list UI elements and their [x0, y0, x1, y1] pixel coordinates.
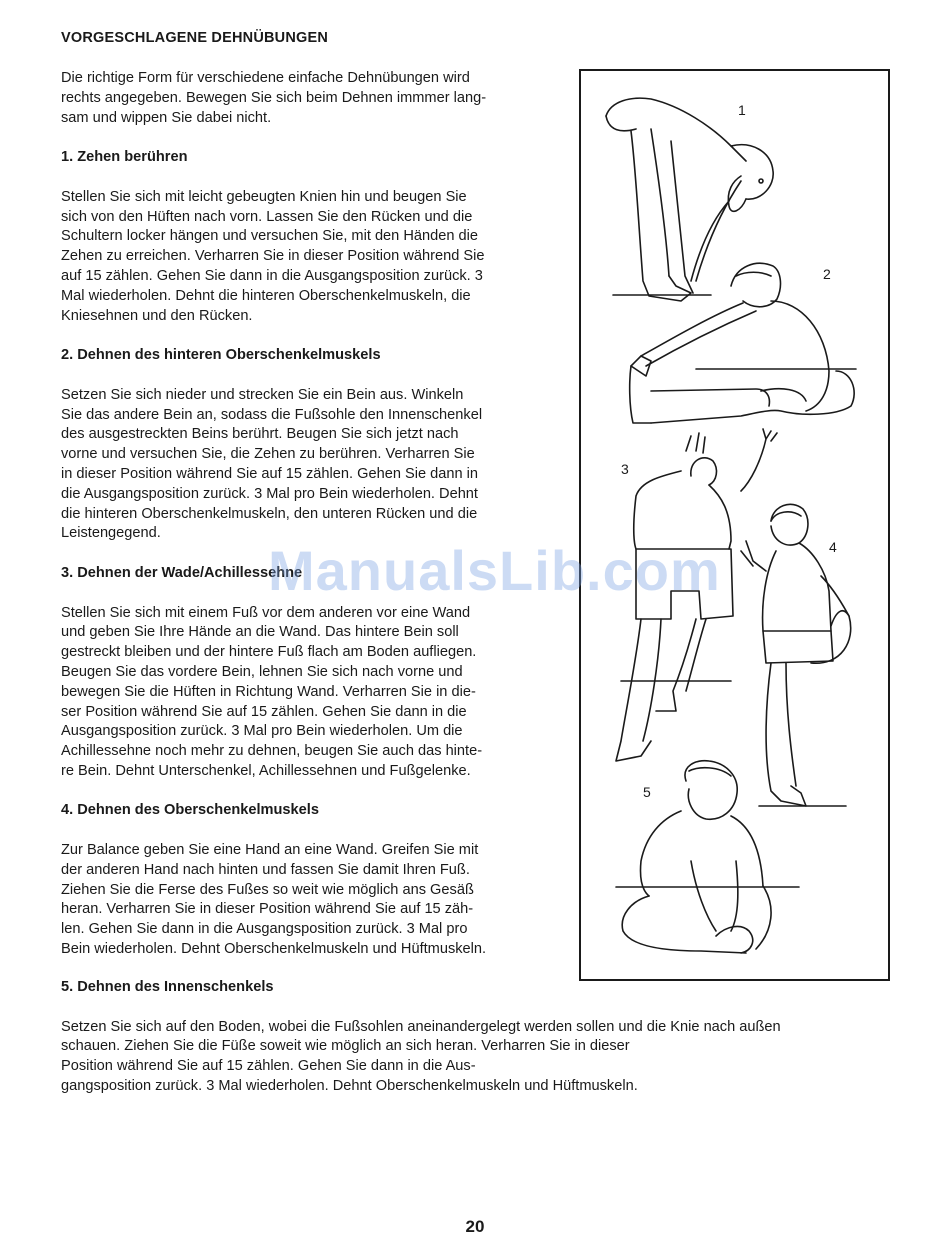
section-toe-touch — [61, 148, 549, 326]
text-column — [61, 28, 549, 960]
section-line: des ausgestreckten Beins berührt. Beugen Sie sich jetzt nach — [61, 426, 459, 443]
section-line: Beugen Sie das vordere Bein, lehnen Sie sich nach vorne und — [61, 663, 463, 680]
figure-seated-hamstring — [630, 263, 856, 423]
section-line: die hinteren Oberschenkelmuskeln, den unteren Rücken und die — [61, 505, 478, 522]
section-line: der anderen Hand nach hinten und fassen Sie damit Ihren Fuß. — [61, 861, 470, 878]
figure-toe-touch — [606, 98, 773, 301]
section-line: bewegen Sie die Hüften in Richtung Wand. Verharren Sie in die- — [61, 683, 476, 700]
section-title: 2. Dehnen des hinteren Oberschenkelmuskels — [61, 347, 381, 364]
figure-label-3: 3 — [621, 461, 629, 477]
section-line: Leistengegend. — [61, 525, 161, 542]
page-number: 20 — [465, 1217, 485, 1236]
section-line: schauen. Ziehen Sie die Füße soweit wie möglich an sich heran. Verharren Sie in dieser — [61, 1038, 630, 1055]
section-line: sich von den Hüften nach vorn. Lassen Sie den Rücken und die — [61, 208, 473, 225]
section-line: gangsposition zurück. 3 Mal wiederholen. Dehnt Oberschenkelmuskeln und Hüftmuskeln. — [61, 1077, 638, 1094]
section-line: gestreckt bleiben und der hintere Fuß flach am Boden aufliegen. — [61, 644, 477, 661]
figure-label-1: 1 — [738, 102, 746, 118]
section-inner-thigh — [61, 978, 901, 1097]
section-line: Bein wiederholen. Dehnt Oberschenkelmuskeln und Hüftmuskeln. — [61, 941, 487, 958]
intro-line: Die richtige Form für verschiedene einfache Dehnübungen wird — [61, 70, 470, 86]
section-line: Stellen Sie sich mit einem Fuß vor dem anderen vor eine Wand — [61, 604, 471, 621]
section-line: auf 15 zählen. Gehen Sie dann in die Ausgangsposition zurück. 3 — [61, 267, 483, 284]
figure-label-5: 5 — [643, 784, 651, 800]
section-line: Zehen zu erreichen. Verharren Sie in dieser Position während Sie — [61, 248, 485, 265]
section-hamstring — [61, 346, 549, 544]
section-title: 4. Dehnen des Oberschenkelmuskels — [61, 802, 319, 819]
intro-paragraph — [61, 69, 549, 128]
section-line: re Bein. Dehnt Unterschenkel, Achillessehnen und Fußgelenke. — [61, 762, 471, 779]
stretch-figures-drawing — [581, 71, 888, 979]
section-line: Kniesehnen und den Rücken. — [61, 307, 253, 324]
section-line: Ausgangsposition zurück. 3 Mal pro Bein wiederholen. Um die — [61, 723, 463, 740]
page-title: VORGESCHLAGENE DEHNÜBUNGEN — [61, 30, 329, 46]
section-line: Ziehen Sie die Ferse des Fußes so weit wie möglich ans Gesäß — [61, 881, 474, 898]
section-line: ser Position während Sie auf 15 zählen. Gehen Sie dann in die — [61, 703, 467, 720]
section-line: Sie das andere Bein an, sodass die Fußsohle den Innenschenkel — [61, 406, 483, 423]
section-line: Zur Balance geben Sie eine Hand an eine Wand. Greifen Sie mit — [61, 842, 479, 859]
section-title: 1. Zehen berühren — [61, 149, 188, 166]
watermark: ManualsLib.com — [268, 539, 721, 602]
section-line: Position während Sie auf 15 zählen. Gehen Sie dann in die Aus- — [61, 1058, 476, 1075]
section-title: 5. Dehnen des Innenschenkels — [61, 979, 274, 995]
section-line: die Ausgangsposition zurück. 3 Mal pro Bein wiederholen. Dehnt — [61, 485, 478, 502]
section-line: Achillessehne noch mehr zu dehnen, beugen Sie auch das hinte- — [61, 743, 483, 760]
section-line: Mal wiederholen. Dehnt die hinteren Oberschenkelmuskeln, die — [61, 287, 471, 304]
figure-label-2: 2 — [823, 266, 831, 282]
section-line: Schultern locker hängen und versuchen Sie, mit den Händen die — [61, 228, 478, 245]
section-line: und geben Sie Ihre Hände an die Wand. Das hintere Bein soll — [61, 624, 459, 641]
figure-label-4: 4 — [829, 539, 837, 555]
section-quadriceps — [61, 801, 549, 959]
intro-line: sam und wippen Sie dabei nicht. — [61, 109, 272, 126]
section-title: 3. Dehnen der Wade/Achillessehne — [61, 564, 303, 581]
section-line: len. Gehen Sie dann in die Ausgangsposition zurück. 3 Mal pro — [61, 921, 468, 938]
section-line: Setzen Sie sich nieder und strecken Sie ein Bein aus. Winkeln — [61, 386, 464, 403]
section-line: Stellen Sie sich mit leicht gebeugten Knien hin und beugen Sie — [61, 188, 467, 205]
section-line: heran. Verharren Sie in dieser Position während Sie auf 15 zäh- — [61, 901, 474, 918]
stretch-illustrations — [579, 69, 890, 981]
section-line: Setzen Sie sich auf den Boden, wobei die Fußsohlen aneinandergelegt werden sollen und die Knie nach außen — [61, 1018, 781, 1035]
section-line: vorne und versuchen Sie, die Zehen zu berühren. Verharren Sie — [61, 446, 475, 463]
section-line: in dieser Position während Sie auf 15 zählen. Gehen Sie dann in — [61, 465, 479, 482]
intro-line: rechts angegeben. Bewegen Sie sich beim Dehnen immmer lang- — [61, 89, 487, 106]
